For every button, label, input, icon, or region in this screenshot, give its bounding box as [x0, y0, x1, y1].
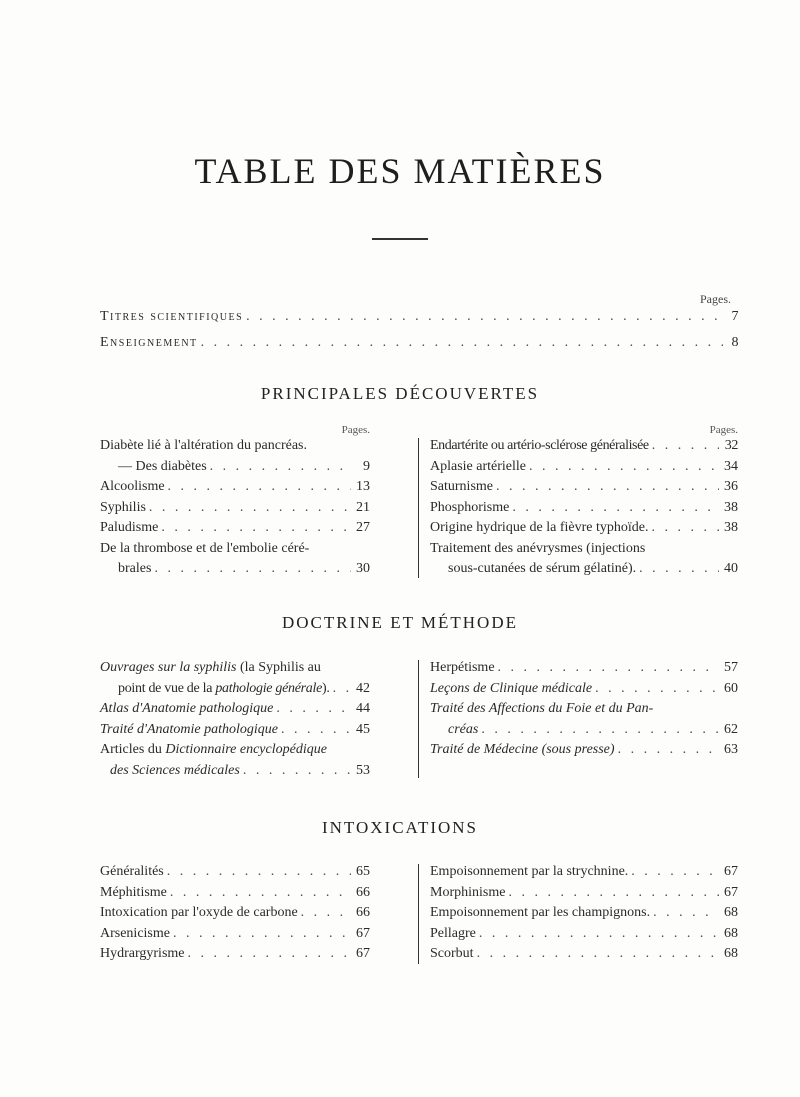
toc-entry[interactable]	[430, 457, 738, 478]
toc-entry-label: brales	[118, 561, 152, 576]
leader-dots	[246, 309, 723, 325]
leader-dots	[281, 720, 351, 741]
toc-entry-page: 68	[724, 905, 738, 920]
section-title-intoxications: INTOXICATIONS	[321, 818, 478, 837]
toc-entry-label: Généralités	[100, 864, 164, 879]
toc-entry[interactable]	[100, 740, 370, 761]
pages-header: Pages.	[700, 292, 731, 306]
leader-dots	[161, 518, 351, 539]
intoxications-left-column	[100, 862, 370, 965]
doctrine-right-column	[430, 658, 738, 761]
leader-dots	[508, 883, 719, 904]
toc-entry-label: Traitement des anévrysmes (injections	[430, 540, 646, 556]
page-title: TABLE DES MATIÈRES	[194, 151, 606, 191]
toc-entry-page: 62	[724, 721, 738, 737]
toc-entry[interactable]	[100, 477, 370, 498]
toc-entry[interactable]	[430, 903, 738, 924]
label-text: point de vue de la	[118, 680, 216, 696]
toc-entry-page: 65	[356, 864, 370, 879]
toc-entry-page: 60	[724, 680, 738, 696]
toc-entry[interactable]	[100, 761, 370, 782]
toc-entry-label: Saturnisme	[430, 479, 493, 494]
toc-entry[interactable]	[100, 498, 370, 519]
toc-entry[interactable]	[100, 679, 370, 700]
section-title-doctrine: DOCTRINE ET MÉTHODE	[282, 613, 518, 632]
label-text: ).	[322, 680, 330, 696]
italic-title: pathologie générale	[215, 680, 322, 696]
toc-entry-label: Traité de Médecine (sous presse)	[430, 742, 615, 757]
toc-entry[interactable]	[100, 559, 370, 580]
column-pages-label: Pages.	[709, 424, 738, 436]
toc-entry[interactable]	[430, 699, 738, 720]
toc-entry-label: Enseignement	[100, 335, 198, 350]
column-divider	[418, 438, 419, 578]
toc-entry[interactable]	[100, 883, 370, 904]
toc-entry-page: 63	[724, 742, 738, 757]
toc-entry-label: créas	[448, 721, 479, 737]
toc-entry[interactable]	[430, 498, 738, 519]
toc-entry[interactable]	[100, 699, 370, 720]
label-text: Articles du	[100, 742, 166, 757]
toc-entry-page: 30	[356, 561, 370, 576]
toc-entry[interactable]	[430, 924, 738, 945]
toc-entry-page: 7	[731, 309, 740, 324]
toc-entry-page: 38	[724, 520, 738, 535]
toc-entry-label: Intoxication par l'oxyde de carbone	[100, 905, 298, 920]
leader-dots	[512, 498, 719, 519]
toc-entry[interactable]	[430, 477, 738, 498]
leader-dots	[167, 862, 351, 883]
toc-entry-label: Empoisonnement par la strychnine.	[430, 864, 629, 879]
toc-entry[interactable]	[430, 658, 738, 679]
toc-entry-label: sous-cutanées de sérum gélatiné).	[448, 561, 637, 576]
toc-entry[interactable]	[100, 457, 370, 478]
toc-entry-label: — Des diabètes	[118, 458, 207, 474]
leader-dots	[149, 498, 351, 519]
toc-entry[interactable]	[430, 679, 738, 700]
toc-entry-label	[100, 740, 327, 761]
leader-dots	[333, 679, 351, 700]
toc-entry-label: Syphilis	[100, 499, 146, 515]
leader-dots	[496, 477, 719, 498]
decouvertes-left-column	[100, 424, 370, 580]
toc-entry-page: 66	[356, 884, 370, 900]
toc-entry-page: 21	[356, 499, 370, 515]
toc-entry-label: Paludisme	[100, 520, 159, 535]
leader-dots	[243, 761, 351, 782]
leader-dots	[652, 436, 719, 457]
column-pages-label: Pages.	[341, 424, 370, 436]
toc-entry-label: Herpétisme	[430, 660, 495, 675]
toc-entry-page: 57	[724, 660, 738, 675]
toc-entry-label	[100, 658, 321, 679]
toc-entry[interactable]	[430, 740, 738, 761]
toc-entry-page: 67	[724, 884, 738, 900]
toc-entry[interactable]	[430, 944, 738, 965]
leader-dots	[477, 944, 719, 965]
label-text: (la Syphilis au	[236, 660, 321, 675]
toc-entry-label: Scorbut	[430, 946, 474, 961]
toc-entry-page: 67	[356, 946, 370, 961]
toc-entry-page: 34	[724, 458, 738, 474]
toc-entry-page: 66	[356, 905, 370, 920]
toc-entry[interactable]	[100, 658, 370, 679]
toc-entry-label: Traité d'Anatomie pathologique	[100, 721, 278, 737]
toc-entry[interactable]	[100, 862, 370, 883]
doctrine-left-column	[100, 658, 370, 781]
toc-entry[interactable]	[100, 944, 370, 965]
toc-entry[interactable]	[430, 720, 738, 741]
toc-entry[interactable]	[100, 539, 370, 560]
toc-entry-page: 8	[731, 335, 740, 350]
toc-entry-label: Pellagre	[430, 925, 476, 941]
leader-dots	[618, 740, 719, 761]
leader-dots	[498, 658, 719, 679]
leader-dots	[639, 559, 719, 580]
toc-entry[interactable]	[430, 518, 738, 539]
toc-entry-page: 68	[724, 925, 738, 941]
leader-dots	[188, 944, 352, 965]
toc-entry-label: Leçons de Clinique médicale	[430, 680, 593, 696]
toc-entry[interactable]	[100, 518, 370, 539]
toc-entry-label	[118, 679, 330, 700]
column-divider	[418, 660, 419, 778]
toc-entry[interactable]	[430, 436, 738, 457]
section-title-decouvertes: PRINCIPALES DÉCOUVERTES	[260, 384, 540, 403]
toc-entry-page: 38	[724, 499, 738, 515]
toc-entry-label: Traité des Affections du Foie et du Pan-	[430, 701, 654, 716]
toc-entry-label: Alcoolisme	[100, 479, 165, 494]
toc-entry-label: Aplasie artérielle	[430, 458, 527, 474]
toc-entry-label: des Sciences médicales	[110, 762, 240, 778]
toc-entry-label: Endartérite ou artério-sclérose généralisée	[430, 438, 649, 453]
toc-entry-label: Empoisonnement par les champignons.	[430, 905, 651, 920]
toc-entry-page: 53	[356, 762, 370, 778]
toc-entry-page: 40	[724, 561, 738, 576]
leader-dots	[653, 903, 719, 924]
toc-entry-label: Hydrargyrisme	[100, 946, 185, 961]
toc-entry-page: 44	[356, 701, 370, 716]
toc-entry-page: 32	[724, 438, 738, 453]
leader-dots	[595, 679, 719, 700]
toc-entry-label: Phosphorisme	[430, 499, 510, 515]
toc-entry-label: De la thrombose et de l'embolie céré-	[100, 540, 310, 556]
toc-entry-page: 45	[356, 721, 370, 737]
toc-entry-label: Méphitisme	[100, 884, 167, 900]
leader-dots	[154, 559, 351, 580]
toc-entry-label: Arsenicisme	[100, 925, 170, 941]
toc-entry[interactable]	[100, 720, 370, 741]
toc-entry-page: 68	[724, 946, 738, 961]
toc-entry[interactable]	[430, 883, 738, 904]
toc-entry[interactable]	[100, 903, 370, 924]
toc-entry-enseignement[interactable]	[100, 335, 740, 351]
leader-dots	[173, 924, 351, 945]
toc-entry-page: 36	[724, 479, 738, 494]
leader-dots	[651, 518, 719, 539]
decouvertes-right-column	[430, 424, 738, 580]
toc-entry-titres[interactable]	[100, 309, 740, 325]
column-divider	[418, 864, 419, 964]
leader-dots	[481, 720, 719, 741]
leader-dots	[529, 457, 719, 478]
toc-entry-label: Origine hydrique de la fièvre typhoïde.	[430, 520, 649, 535]
leader-dots	[210, 457, 351, 478]
toc-entry-page: 13	[356, 479, 370, 494]
toc-entry[interactable]	[430, 862, 738, 883]
toc-entry-page: 9	[363, 458, 370, 474]
leader-dots	[276, 699, 351, 720]
leader-dots	[170, 883, 351, 904]
toc-entry-label: Diabète lié à l'altération du pancréas.	[100, 438, 307, 453]
toc-entry[interactable]	[430, 539, 738, 560]
toc-entry-page: 67	[724, 864, 738, 879]
italic-title: Ouvrages sur la syphilis	[100, 660, 237, 675]
toc-entry-page: 42	[356, 680, 370, 696]
toc-entry[interactable]	[100, 924, 370, 945]
toc-entry[interactable]	[100, 436, 370, 457]
toc-entry-label: Morphinisme	[430, 884, 506, 900]
leader-dots	[479, 924, 719, 945]
italic-title: Dictionnaire encyclopédique	[165, 742, 327, 757]
leader-dots	[301, 903, 351, 924]
leader-dots	[168, 477, 351, 498]
title-rule	[372, 238, 428, 240]
intoxications-right-column	[430, 862, 738, 965]
leader-dots	[631, 862, 719, 883]
toc-entry-label: Atlas d'Anatomie pathologique	[100, 701, 274, 716]
toc-entry-label: Titres scientifiques	[100, 309, 244, 324]
toc-entry-page: 67	[356, 925, 370, 941]
toc-entry-page: 27	[356, 520, 370, 535]
toc-entry[interactable]	[430, 559, 738, 580]
leader-dots	[201, 335, 723, 351]
